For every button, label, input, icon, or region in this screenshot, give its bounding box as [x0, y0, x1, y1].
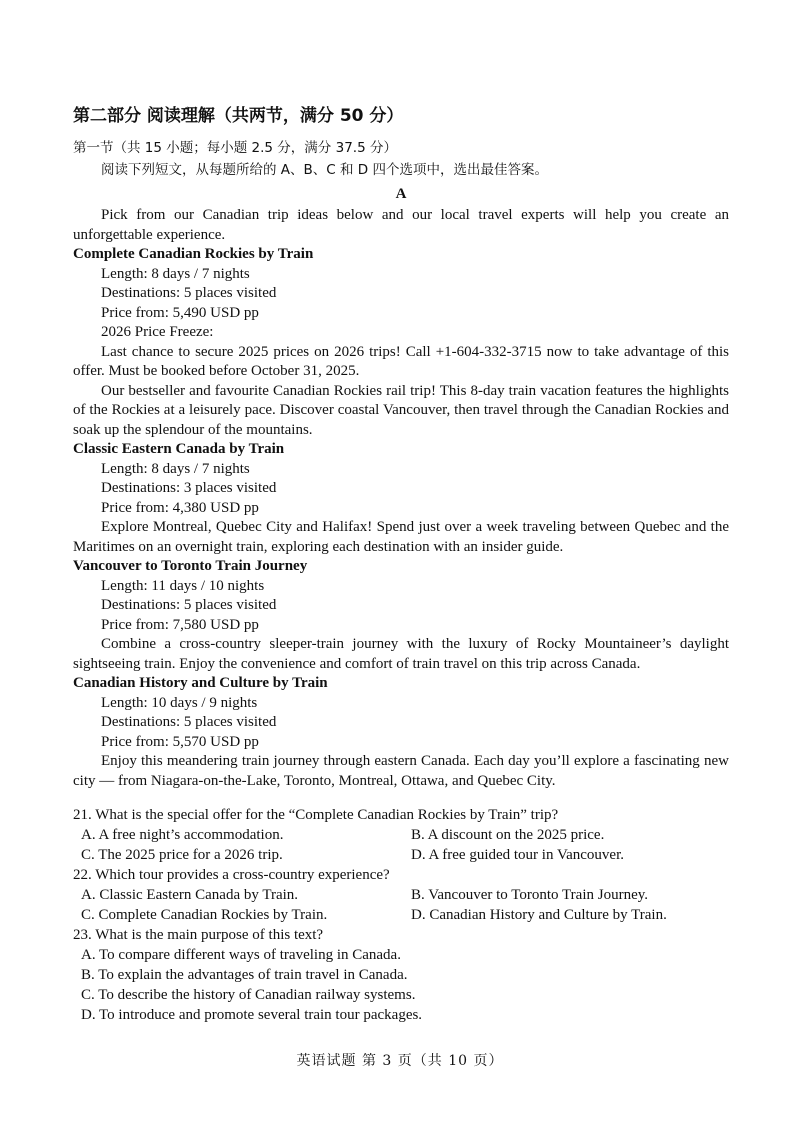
tour-block [73, 440, 729, 557]
option-b[interactable]: B. To explain the advantages of train travel in Canada. [81, 967, 408, 983]
option-c[interactable]: C. The 2025 price for a 2026 trip. [81, 847, 283, 863]
tour-destinations: Destinations: 3 places visited [101, 480, 277, 496]
option-c[interactable]: C. Complete Canadian Rockies by Train. [81, 907, 328, 923]
tour-length: Length: 8 days / 7 nights [101, 265, 250, 282]
tour-price: Price from: 5,490 USD pp [101, 304, 259, 321]
option-a[interactable]: A. Classic Eastern Canada by Train. [81, 887, 299, 903]
tour-price: Price from: 5,570 USD pp [101, 733, 259, 750]
tour-description: Enjoy this meandering train journey through eastern Canada. Each day you’ll explore a fascinating new city — from Niagara-on-the-Lake, Toronto, Montreal, Ottawa, and Quebec City. [73, 753, 729, 789]
tour-length: Length: 8 days / 7 nights [101, 460, 250, 477]
option-d[interactable]: D. A free guided tour in Vancouver. [411, 847, 625, 863]
tour-heading: Vancouver to Toronto Train Journey [73, 558, 308, 574]
price-freeze-label: 2026 Price Freeze: [101, 324, 214, 340]
option-a[interactable]: A. To compare different ways of traveling in Canada. [81, 947, 401, 963]
tour-block [73, 557, 729, 674]
question-stem: 22. Which tour provides a cross-country experience? [73, 867, 390, 883]
option-b[interactable]: B. A discount on the 2025 price. [411, 827, 605, 843]
tour-destinations: Destinations: 5 places visited [101, 285, 277, 301]
passage-label: A [395, 186, 407, 202]
tour-description: Explore Montreal, Quebec City and Halifax! Spend just over a week traveling between Quebec and the Maritimes on an overnight train, exploring each destination with an insider guide. [73, 519, 729, 555]
tour-block [73, 674, 729, 791]
option-grid [73, 825, 729, 865]
tour-price: Price from: 4,380 USD pp [101, 499, 259, 516]
price-freeze-text: Last chance to secure 2025 prices on 2026 trips! Call +1-604-332-3715 now to take advantage of this offer. Must be booked before October 31, 2025. [73, 343, 729, 379]
option-d[interactable]: D. Canadian History and Culture by Train. [411, 907, 667, 923]
tour-heading: Complete Canadian Rockies by Train [73, 246, 314, 262]
tour-destinations: Destinations: 5 places visited [101, 714, 277, 730]
tour-destinations: Destinations: 5 places visited [101, 597, 277, 613]
tour-description: Our bestseller and favourite Canadian Rockies rail trip! This 8-day train vacation features the highlights of the Rockies at a leisurely pace. Discover coastal Vancouver, then travel through the Canadian Rockies and soak up the splendour of the mountains. [73, 382, 729, 438]
question-stem: 21. What is the special offer for the “Complete Canadian Rockies by Train” trip? [73, 807, 559, 823]
option-c[interactable]: C. To describe the history of Canadian railway systems. [81, 987, 416, 1003]
section-title: 第一节（共 15 小题；每小题 2.5 分，满分 37.5 分） [73, 140, 397, 156]
option-d[interactable]: D. To introduce and promote several train tour packages. [81, 1007, 423, 1023]
tour-description: Combine a cross-country sleeper-train journey with the luxury of Rocky Mountaineer’s daylight sightseeing train. Enjoy the convenience and comfort of train travel on this trip across Canada. [73, 636, 729, 672]
tour-price: Price from: 7,580 USD pp [101, 616, 259, 633]
tour-length: Length: 10 days / 9 nights [101, 694, 258, 711]
tour-block [73, 245, 729, 440]
tour-length: Length: 11 days / 10 nights [101, 577, 265, 594]
questions [73, 805, 729, 1025]
page-footer: 英语试题 第 3 页（共 10 页） [296, 1053, 504, 1069]
passage-intro: Pick from our Canadian trip ideas below and our local travel experts will help you create an unforgettable experience. [73, 207, 729, 243]
question-stem: 23. What is the main purpose of this text? [73, 927, 324, 943]
option-a[interactable]: A. A free night’s accommodation. [81, 827, 284, 843]
option-grid [73, 885, 729, 925]
option-b[interactable]: B. Vancouver to Toronto Train Journey. [411, 887, 648, 903]
part-title: 第二部分 阅读理解（共两节，满分 50 分） [73, 106, 404, 126]
instruction: 阅读下列短文，从每题所给的 A、B、C 和 D 四个选项中，选出最佳答案。 [101, 162, 548, 178]
tour-heading: Classic Eastern Canada by Train [73, 441, 285, 457]
exam-page [73, 104, 729, 1025]
tour-heading: Canadian History and Culture by Train [73, 675, 328, 691]
